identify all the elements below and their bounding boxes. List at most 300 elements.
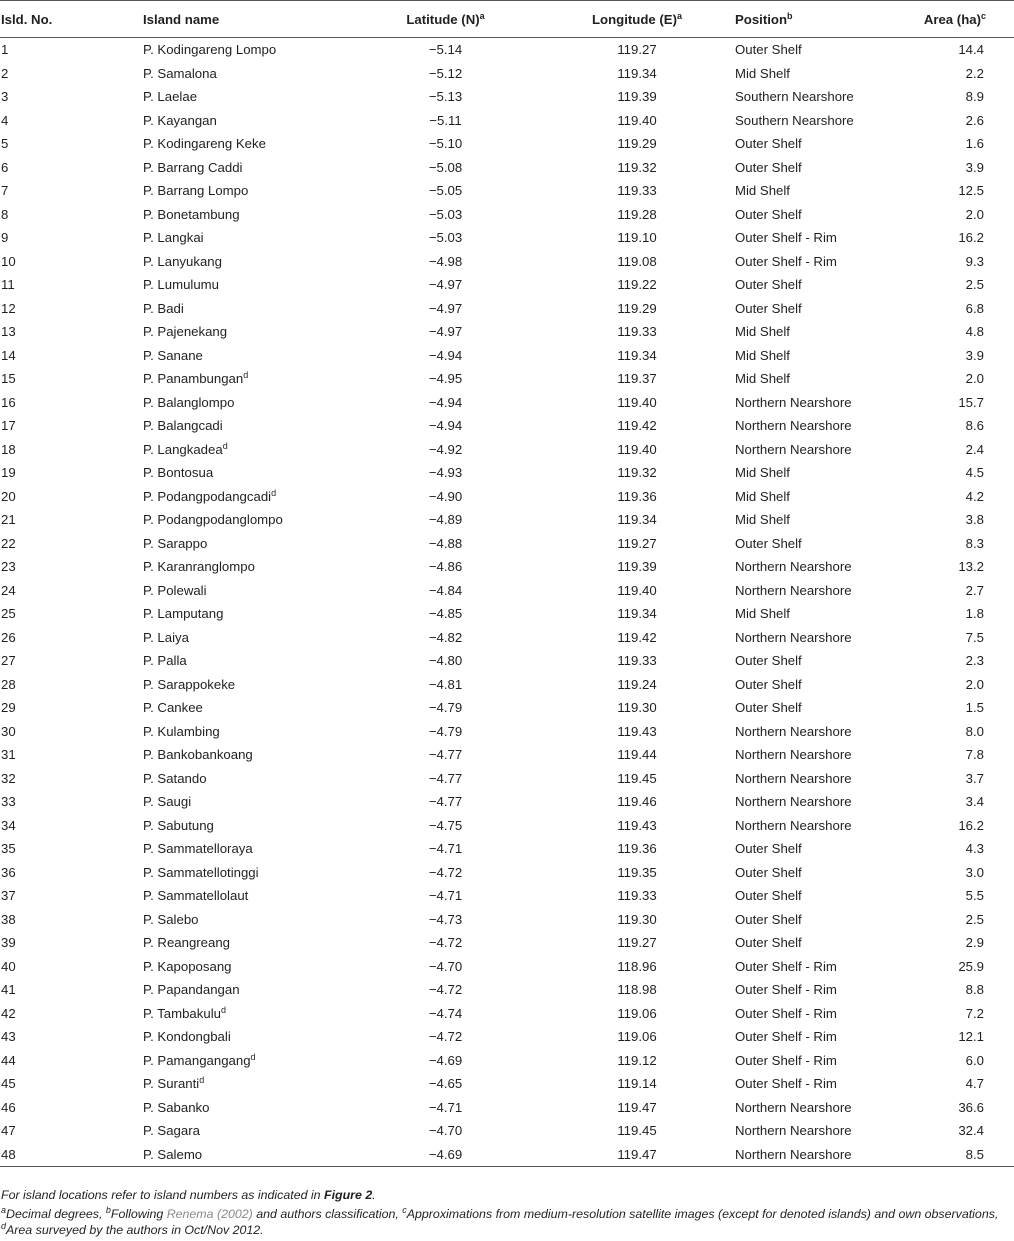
table-row <box>0 602 1014 626</box>
table-row <box>0 367 1014 391</box>
cell-latitude: −4.70 <box>428 958 463 974</box>
cell-position: Northern Nearshore <box>735 582 852 598</box>
cell-longitude: 119.32 <box>617 465 657 481</box>
cell-area: 4.7 <box>965 1076 984 1092</box>
cell-isld-no: 47 <box>1 1123 16 1139</box>
cell-isld-no: 19 <box>1 465 16 481</box>
cell-longitude: 119.34 <box>617 347 657 363</box>
reference-link[interactable]: Renema (2002) <box>166 1207 253 1221</box>
cell-longitude: 119.40 <box>617 394 657 410</box>
cell-longitude: 119.43 <box>617 817 657 833</box>
cell-area: 4.8 <box>965 324 984 340</box>
cell-latitude: −4.74 <box>428 1005 463 1021</box>
cell-isld-no: 48 <box>0 1143 136 1167</box>
cell-isld-no: 25 <box>1 606 16 622</box>
cell-latitude: −4.94 <box>428 394 463 410</box>
cell-latitude: −4.97 <box>428 277 463 293</box>
cell-island-name: P. Sabutung <box>143 817 214 833</box>
cell-latitude: −4.71 <box>428 841 463 857</box>
cell-area: 2.0 <box>965 371 984 387</box>
cell-position: Northern Nearshore <box>735 418 852 434</box>
cell-position: Mid Shelf <box>735 606 790 622</box>
header-latitude: Latitude $(N)^a$ <box>357 1 524 38</box>
cell-isld-no: 32 <box>1 770 16 786</box>
cell-isld-no: 28 <box>1 676 16 692</box>
cell-latitude: −4.98 <box>428 253 463 269</box>
cell-island-name: P. Pajenekang <box>143 324 228 340</box>
cell-latitude: −4.94 <box>428 347 463 363</box>
table-row <box>0 720 1014 744</box>
table-row <box>0 297 1014 321</box>
cell-island-name: P. Tambakulu$^d$ <box>143 1004 226 1021</box>
cell-latitude: −4.71 <box>428 1099 463 1115</box>
cell-position: Outer Shelf <box>735 535 802 551</box>
cell-position: Outer Shelf - Rim <box>735 253 837 269</box>
cell-latitude: −4.85 <box>428 606 463 622</box>
cell-isld-no: 9 <box>1 230 9 246</box>
table-row <box>0 485 1014 509</box>
cell-position: Northern Nearshore <box>720 1143 904 1167</box>
table-row <box>0 203 1014 227</box>
cell-area: 3.9 <box>965 347 984 363</box>
cell-area: 8.6 <box>965 418 984 434</box>
table-row <box>0 250 1014 274</box>
cell-area: 2.0 <box>965 206 984 222</box>
cell-area: 1.6 <box>965 136 984 152</box>
cell-island-name: P. Balangcadi <box>143 418 223 434</box>
cell-latitude: −4.89 <box>428 512 463 528</box>
cell-isld-no: 41 <box>1 982 16 998</box>
cell-area: 3.9 <box>965 159 984 175</box>
cell-latitude: −4.81 <box>428 676 463 692</box>
cell-isld-no: 13 <box>1 324 16 340</box>
cell-position: Northern Nearshore <box>735 794 852 810</box>
cell-longitude: 119.47 <box>617 1099 657 1115</box>
cell-isld-no: 44 <box>1 1052 16 1068</box>
cell-longitude: 119.08 <box>617 253 657 269</box>
cell-island-name: P. Palla <box>143 653 187 669</box>
table-row <box>0 273 1014 297</box>
table-row <box>0 837 1014 861</box>
cell-latitude: −4.80 <box>428 653 463 669</box>
cell-latitude: −4.73 <box>428 911 463 927</box>
cell-isld-no: 14 <box>1 347 16 363</box>
cell-isld-no: 42 <box>1 1005 16 1021</box>
cell-isld-no: 30 <box>1 723 16 739</box>
cell-island-name: P. Suranti$^d$ <box>143 1075 205 1092</box>
cell-isld-no: 15 <box>1 371 16 387</box>
cell-longitude: 119.22 <box>617 277 657 293</box>
cell-area: 9.3 <box>965 253 984 269</box>
table-row <box>0 626 1014 650</box>
header-isld-no: Isld. No. <box>0 1 136 38</box>
cell-isld-no: 39 <box>1 935 16 951</box>
cell-island-name: P. Badi <box>143 300 184 316</box>
cell-island-name: P. Sabanko <box>143 1099 210 1115</box>
cell-area: 5.5 <box>965 888 984 904</box>
cell-position: Outer Shelf - Rim <box>735 958 837 974</box>
cell-area: 8.3 <box>965 535 984 551</box>
table-row <box>0 1072 1014 1096</box>
cell-longitude: 119.14 <box>617 1076 657 1092</box>
cell-area: 3.8 <box>965 512 984 528</box>
cell-longitude: 119.30 <box>617 700 657 716</box>
cell-position: Outer Shelf <box>735 700 802 716</box>
table-row <box>0 85 1014 109</box>
cell-island-name: P. Satando <box>143 770 207 786</box>
cell-longitude: 119.30 <box>617 911 657 927</box>
cell-area: 4.2 <box>965 488 984 504</box>
cell-position: Northern Nearshore <box>735 441 852 457</box>
cell-island-name: P. Bontosua <box>143 465 214 481</box>
table-row <box>0 226 1014 250</box>
cell-latitude: −5.12 <box>428 65 463 81</box>
cell-island-name: P. Polewali <box>143 582 207 598</box>
cell-island-name: P. Sagara <box>143 1123 200 1139</box>
table-row <box>0 414 1014 438</box>
cell-latitude: −4.88 <box>428 535 463 551</box>
cell-area: 1.8 <box>965 606 984 622</box>
cell-position: Outer Shelf <box>735 653 802 669</box>
cell-position: Mid Shelf <box>735 488 790 504</box>
cell-longitude: 119.27 <box>617 42 657 58</box>
cell-position: Outer Shelf - Rim <box>735 230 837 246</box>
header-longitude: Longitude $(E)^a$ <box>524 1 720 38</box>
cell-island-name: P. Sammatellotinggi <box>143 864 259 880</box>
cell-position: Outer Shelf <box>735 206 802 222</box>
cell-longitude: 119.40 <box>617 112 657 128</box>
cell-area: 3.0 <box>965 864 984 880</box>
cell-isld-no: 7 <box>1 183 9 199</box>
table-row <box>0 861 1014 885</box>
cell-position: Northern Nearshore <box>735 559 852 575</box>
cell-area: 32.4 <box>958 1123 984 1139</box>
table-row <box>0 1049 1014 1073</box>
cell-longitude: 119.27 <box>617 935 657 951</box>
cell-island-name: P. Balanglompo <box>143 394 235 410</box>
cell-latitude: −4.95 <box>428 371 463 387</box>
cell-position: Outer Shelf <box>735 42 802 58</box>
cell-area: 8.5 <box>904 1143 1014 1167</box>
cell-area: 2.7 <box>965 582 984 598</box>
table-row <box>0 931 1014 955</box>
cell-longitude: 118.96 <box>617 958 657 974</box>
cell-longitude: 119.06 <box>617 1005 657 1021</box>
table-row <box>0 156 1014 180</box>
cell-area: 13.2 <box>958 559 984 575</box>
cell-longitude: 119.34 <box>617 512 657 528</box>
cell-area: 2.3 <box>965 653 984 669</box>
cell-area: 15.7 <box>958 394 984 410</box>
table-row <box>0 696 1014 720</box>
cell-island-name: P. Kulambing <box>143 723 220 739</box>
table-row <box>0 344 1014 368</box>
header-island-name: Island name <box>136 1 357 38</box>
cell-longitude: 118.98 <box>617 982 657 998</box>
cell-island-name: P. Sammatelloraya <box>143 841 253 857</box>
cell-latitude: −4.92 <box>428 441 463 457</box>
cell-island-name: P. Samalona <box>143 65 217 81</box>
cell-island-name: P. Sarappokeke <box>143 676 236 692</box>
cell-latitude: −4.90 <box>428 488 463 504</box>
cell-isld-no: 18 <box>1 441 16 457</box>
cell-isld-no: 3 <box>1 89 9 105</box>
footnote-abc: $^a$Decimal degrees, $^b$Following Renema (2002) and authors classification, $^c$Approximations from medium-resolution satellite images (except for denoted islands) and own observations, $^d$Area surveyed by the authors in Oct/Nov 2012. <box>1 1205 999 1237</box>
table-row <box>0 391 1014 415</box>
cell-position: Mid Shelf <box>735 465 790 481</box>
cell-latitude: −4.77 <box>428 794 463 810</box>
cell-area: 8.0 <box>965 723 984 739</box>
table-row <box>0 579 1014 603</box>
cell-longitude: 119.32 <box>617 159 657 175</box>
cell-isld-no: 12 <box>1 300 16 316</box>
cell-position: Northern Nearshore <box>735 770 852 786</box>
cell-latitude: −5.08 <box>428 159 463 175</box>
table-row <box>0 955 1014 979</box>
cell-longitude: 119.37 <box>617 371 657 387</box>
cell-longitude: 119.06 <box>617 1029 657 1045</box>
cell-isld-no: 20 <box>1 488 16 504</box>
cell-island-name: P. Kapoposang <box>143 958 232 974</box>
cell-position: Outer Shelf - Rim <box>735 1005 837 1021</box>
table-row <box>0 1002 1014 1026</box>
cell-latitude: −4.97 <box>428 300 463 316</box>
cell-isld-no: 27 <box>1 653 16 669</box>
cell-position: Outer Shelf <box>735 864 802 880</box>
cell-island-name: P. Laelae <box>143 89 198 105</box>
cell-island-name: P. Sammatellolaut <box>143 888 249 904</box>
cell-position: Outer Shelf <box>735 300 802 316</box>
cell-position: Outer Shelf - Rim <box>735 982 837 998</box>
cell-latitude: −5.03 <box>428 206 463 222</box>
cell-longitude: 119.36 <box>617 488 657 504</box>
cell-longitude: 119.43 <box>617 723 657 739</box>
cell-longitude: 119.40 <box>617 441 657 457</box>
cell-longitude: 119.12 <box>617 1052 657 1068</box>
cell-isld-no: 24 <box>1 582 16 598</box>
cell-island-name: P. Barrang Caddi <box>143 159 243 175</box>
cell-isld-no: 43 <box>1 1029 16 1045</box>
cell-longitude: 119.42 <box>617 418 657 434</box>
cell-longitude: 119.46 <box>617 794 657 810</box>
table-row <box>0 438 1014 462</box>
cell-island-name: P. Podangpodanglompo <box>143 512 283 528</box>
cell-area: 2.5 <box>965 911 984 927</box>
cell-isld-no: 23 <box>1 559 16 575</box>
cell-isld-no: 26 <box>1 629 16 645</box>
cell-island-name: P. Panambungan$^d$ <box>143 370 249 387</box>
cell-latitude: −4.72 <box>428 935 463 951</box>
figure-reference-note: For island locations refer to island numbers as indicated in Figure 2. <box>1 1188 376 1202</box>
cell-island-name: P. Lamputang <box>143 606 224 622</box>
cell-island-name: P. Saugi <box>143 794 192 810</box>
cell-area: 7.2 <box>965 1005 984 1021</box>
cell-island-name: P. Podangpodangcadi$^d$ <box>143 487 277 504</box>
table-body <box>0 38 1014 1167</box>
cell-island-name: P. Laiya <box>143 629 189 645</box>
cell-isld-no: 22 <box>1 535 16 551</box>
header-area: Area (ha)$^c$ <box>904 1 1014 38</box>
header-position: Position$^b$ <box>720 1 904 38</box>
cell-latitude: −4.69 <box>357 1143 524 1167</box>
table-row <box>0 649 1014 673</box>
cell-position: Northern Nearshore <box>735 747 852 763</box>
cell-position: Mid Shelf <box>735 324 790 340</box>
cell-longitude: 119.34 <box>617 606 657 622</box>
cell-position: Northern Nearshore <box>735 629 852 645</box>
cell-position: Southern Nearshore <box>735 89 854 105</box>
table-row <box>0 814 1014 838</box>
table-row <box>0 884 1014 908</box>
cell-area: 14.4 <box>958 42 984 58</box>
cell-area: 25.9 <box>958 958 984 974</box>
cell-area: 2.9 <box>965 935 984 951</box>
cell-latitude: −5.14 <box>428 42 463 58</box>
table-row <box>0 132 1014 156</box>
cell-island-name: P. Salemo <box>136 1143 357 1167</box>
cell-position: Mid Shelf <box>735 65 790 81</box>
cell-island-name: P. Papandangan <box>143 982 240 998</box>
cell-island-name: P. Sarappo <box>143 535 208 551</box>
cell-position: Outer Shelf <box>735 888 802 904</box>
cell-longitude: 119.28 <box>617 206 657 222</box>
table-row <box>0 908 1014 932</box>
cell-position: Southern Nearshore <box>735 112 854 128</box>
cell-island-name: P. Lumulumu <box>143 277 219 293</box>
cell-area: 16.2 <box>958 817 984 833</box>
cell-isld-no: 38 <box>1 911 16 927</box>
cell-area: 2.5 <box>965 277 984 293</box>
table-row <box>0 1143 1014 1167</box>
cell-island-name: P. Sanane <box>143 347 203 363</box>
cell-area: 4.3 <box>965 841 984 857</box>
cell-position: Northern Nearshore <box>735 817 852 833</box>
cell-latitude: −4.82 <box>428 629 463 645</box>
cell-isld-no: 34 <box>1 817 16 833</box>
table-row <box>0 320 1014 344</box>
cell-area: 7.5 <box>965 629 984 645</box>
cell-latitude: −4.72 <box>428 864 463 880</box>
cell-area: 3.4 <box>965 794 984 810</box>
cell-position: Mid Shelf <box>735 371 790 387</box>
cell-island-name: P. Pamangangang$^d$ <box>143 1051 256 1068</box>
cell-isld-no: 33 <box>1 794 16 810</box>
cell-island-name: P. Kayangan <box>143 112 217 128</box>
cell-area: 2.0 <box>965 676 984 692</box>
table-row <box>0 555 1014 579</box>
table-row <box>0 532 1014 556</box>
cell-area: 2.4 <box>965 441 984 457</box>
cell-position: Outer Shelf - Rim <box>735 1052 837 1068</box>
cell-isld-no: 21 <box>1 512 16 528</box>
table-row <box>0 1025 1014 1049</box>
cell-latitude: −4.77 <box>428 770 463 786</box>
cell-area: 12.5 <box>958 183 984 199</box>
cell-longitude: 119.33 <box>617 183 657 199</box>
table-row <box>0 790 1014 814</box>
cell-area: 7.8 <box>965 747 984 763</box>
cell-island-name: P. Kodingareng Lompo <box>143 42 277 58</box>
cell-position: Outer Shelf <box>735 277 802 293</box>
cell-island-name: P. Cankee <box>143 700 203 716</box>
cell-area: 8.8 <box>965 982 984 998</box>
cell-longitude: 119.45 <box>617 770 657 786</box>
cell-isld-no: 6 <box>1 159 9 175</box>
cell-latitude: −5.03 <box>428 230 463 246</box>
cell-latitude: −4.75 <box>428 817 463 833</box>
cell-island-name: P. Barrang Lompo <box>143 183 249 199</box>
cell-position: Northern Nearshore <box>735 1123 852 1139</box>
cell-longitude: 119.24 <box>617 676 657 692</box>
cell-position: Outer Shelf - Rim <box>735 1029 837 1045</box>
cell-position: Northern Nearshore <box>735 1099 852 1115</box>
cell-longitude: 119.39 <box>617 559 657 575</box>
cell-island-name: P. Langkadea$^d$ <box>143 440 228 457</box>
cell-area: 6.0 <box>965 1052 984 1068</box>
cell-longitude: 119.29 <box>617 300 657 316</box>
table-row <box>0 461 1014 485</box>
table-row <box>0 1096 1014 1120</box>
cell-position: Outer Shelf <box>735 911 802 927</box>
cell-position: Outer Shelf - Rim <box>735 1076 837 1092</box>
cell-position: Northern Nearshore <box>735 394 852 410</box>
cell-isld-no: 11 <box>1 277 15 293</box>
cell-island-name: P. Bonetambung <box>143 206 240 222</box>
cell-area: 2.2 <box>965 65 984 81</box>
cell-longitude: 119.42 <box>617 629 657 645</box>
cell-island-name: P. Lanyukang <box>143 253 222 269</box>
cell-longitude: 119.36 <box>617 841 657 857</box>
cell-longitude: 119.44 <box>617 747 657 763</box>
figure-link[interactable]: Figure 2 <box>324 1188 373 1202</box>
cell-isld-no: 5 <box>1 136 9 152</box>
cell-latitude: −4.70 <box>428 1123 463 1139</box>
cell-latitude: −5.10 <box>428 136 463 152</box>
cell-latitude: −4.65 <box>428 1076 463 1092</box>
cell-area: 3.7 <box>965 770 984 786</box>
cell-isld-no: 1 <box>1 42 9 58</box>
cell-isld-no: 4 <box>1 112 9 128</box>
table-row <box>0 179 1014 203</box>
cell-isld-no: 45 <box>1 1076 16 1092</box>
cell-position: Mid Shelf <box>735 183 790 199</box>
cell-isld-no: 10 <box>1 253 16 269</box>
cell-position: Outer Shelf <box>735 676 802 692</box>
cell-longitude: 119.33 <box>617 888 657 904</box>
table-footnotes <box>1 1187 1013 1241</box>
cell-longitude: 119.10 <box>617 230 657 246</box>
cell-island-name: P. Kondongbali <box>143 1029 231 1045</box>
cell-longitude: 119.39 <box>617 89 657 105</box>
cell-island-name: P. Karanranglompo <box>143 559 255 575</box>
cell-longitude: 119.34 <box>617 65 657 81</box>
cell-longitude: 119.45 <box>617 1123 657 1139</box>
cell-longitude: 119.29 <box>617 136 657 152</box>
cell-isld-no: 31 <box>1 747 16 763</box>
cell-isld-no: 29 <box>1 700 16 716</box>
table-row <box>0 767 1014 791</box>
cell-isld-no: 2 <box>1 65 9 81</box>
cell-latitude: −4.86 <box>428 559 463 575</box>
cell-longitude: 119.27 <box>617 535 657 551</box>
cell-area: 2.6 <box>965 112 984 128</box>
cell-island-name: P. Salebo <box>143 911 199 927</box>
cell-position: Outer Shelf <box>735 136 802 152</box>
table-row <box>0 1119 1014 1143</box>
cell-position: Mid Shelf <box>735 512 790 528</box>
cell-latitude: −5.11 <box>429 112 462 128</box>
cell-island-name: P. Reangreang <box>143 935 231 951</box>
